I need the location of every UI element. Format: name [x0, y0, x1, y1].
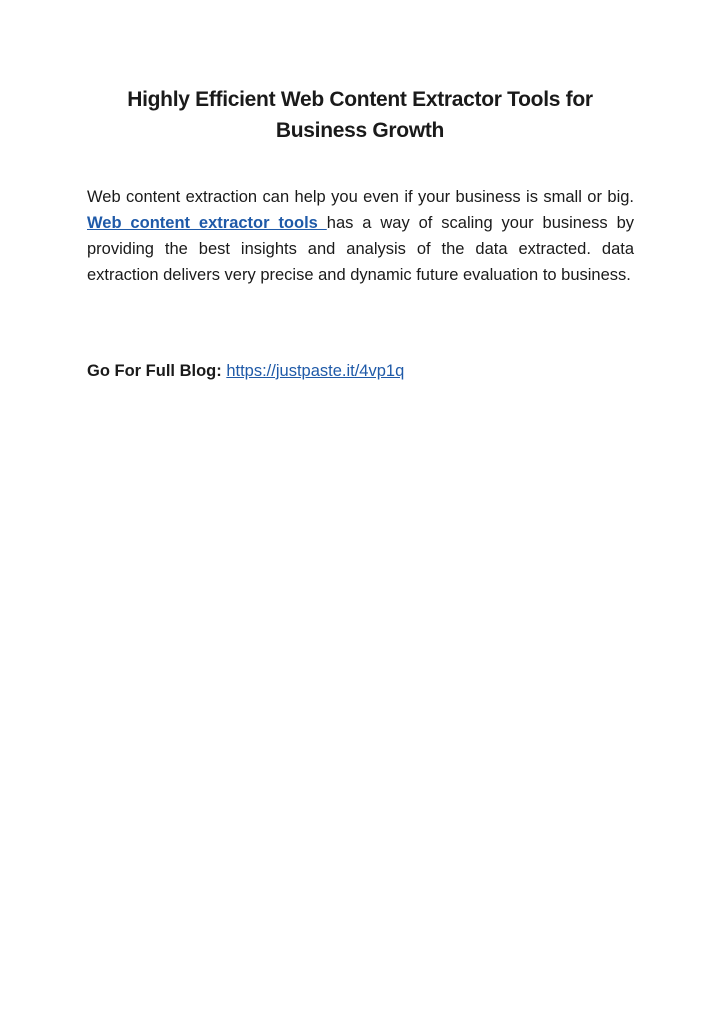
- intro-paragraph: [87, 184, 634, 288]
- full-blog-label: Go For Full Blog:: [87, 362, 222, 380]
- paragraph-text-before-link: Web content extraction can help you even if your business is small or big.: [87, 188, 634, 206]
- paragraph-text-after-link: has a way of scaling your business by providing the best insights and analysis of the data extracted. data extraction delivers very precise and dynamic future evaluation to business.: [87, 214, 634, 284]
- web-content-extractor-tools-link[interactable]: Web content extractor tools: [87, 214, 327, 232]
- document-title: Highly Efficient Web Content Extractor Tools for Business Growth: [127, 88, 593, 142]
- full-blog-line: [87, 358, 404, 384]
- full-blog-link[interactable]: https://justpaste.it/4vp1q: [226, 362, 405, 380]
